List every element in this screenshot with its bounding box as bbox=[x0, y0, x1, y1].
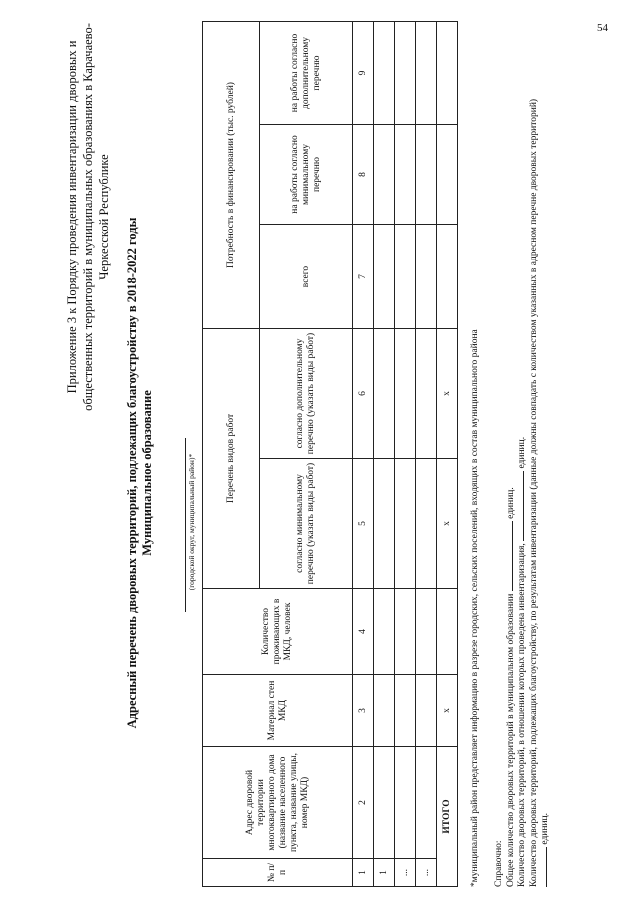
reference-line-3: Количество дворовых территорий, подлежащих благоустройству, по результатам инвентаризации (данные должны совпадать с количеством указанных в адресном перечне дворовых территорий) единиц. bbox=[528, 98, 550, 887]
col-number: 6 bbox=[353, 329, 374, 459]
header-works-add: согласно дополнительному перечню (указать виды работ) bbox=[260, 329, 353, 459]
header-finance: Потребность в финансировании (тыс. рублей) bbox=[203, 21, 260, 328]
page-number: 54 bbox=[597, 22, 608, 34]
total-residents bbox=[437, 589, 458, 675]
reference-label: Справочно: bbox=[494, 840, 504, 887]
col-number: 2 bbox=[353, 747, 374, 859]
col-number: 4 bbox=[353, 589, 374, 675]
reference-line-2: Количество дворовых территорий, в отношении которых проведена инвентаризация, единиц. bbox=[517, 436, 527, 887]
col-number: 8 bbox=[353, 125, 374, 225]
total-x-material: x bbox=[437, 675, 458, 747]
header-address: Адрес дворовой территории многоквартирного дома (название населенного пункта, название улицы, номер МКД) bbox=[203, 747, 353, 859]
header-works: Перечень видов работ bbox=[203, 329, 260, 589]
table-row bbox=[374, 21, 395, 886]
total-row bbox=[437, 21, 458, 886]
col-number: 1 bbox=[353, 859, 374, 887]
appendix-header: Приложение 3 к Порядку проведения инвентаризации дворовых и общественных территорий в муниципальных образованиях в Карачаево-Черкесской Республике bbox=[65, 23, 111, 411]
header-residents: Количество проживающих в МКД, человек bbox=[203, 589, 353, 675]
municipality-underline bbox=[185, 438, 186, 612]
total-x-works-min: x bbox=[437, 459, 458, 589]
col-number: 9 bbox=[353, 21, 374, 124]
table-row bbox=[395, 21, 416, 886]
address-list-table bbox=[202, 21, 458, 887]
row-label: 1 bbox=[374, 859, 395, 887]
col-number: 7 bbox=[353, 225, 374, 329]
header-fin-min: на работы согласно минимальному перечню bbox=[260, 125, 353, 225]
reference-line-1: Общее количество дворовых территорий в муниципальном образовании единиц. bbox=[505, 487, 516, 887]
header-num: № п/п bbox=[203, 859, 353, 887]
title-line-1: Адресный перечень дворовых территорий, подлежащих благоустройству в 2018-2022 годы bbox=[125, 217, 139, 729]
header-fin-total: всего bbox=[260, 225, 353, 329]
reference-block bbox=[494, 67, 552, 887]
total-x-works-add: x bbox=[437, 329, 458, 459]
title-line-2: Муниципальное образование bbox=[140, 390, 154, 556]
municipality-hint: (городской округ, муниципальный район)* bbox=[187, 453, 196, 591]
document-title bbox=[125, 93, 155, 853]
total-label: ИТОГО bbox=[437, 747, 458, 887]
footnote: *муниципальный район представляет информацию в разрезе городских, сельских поселений, входящих в состав муниципального района bbox=[470, 329, 480, 887]
header-fin-add: на работы согласно дополнительному перечню bbox=[260, 21, 353, 124]
header-material: Материал стен МКД bbox=[203, 675, 353, 747]
col-number: 5 bbox=[353, 459, 374, 589]
row-label: ... bbox=[395, 859, 416, 887]
header-works-min: согласно минимальному перечню (указать виды работ) bbox=[260, 459, 353, 589]
table-row bbox=[416, 21, 437, 886]
row-label: ... bbox=[416, 859, 437, 887]
col-number: 3 bbox=[353, 675, 374, 747]
